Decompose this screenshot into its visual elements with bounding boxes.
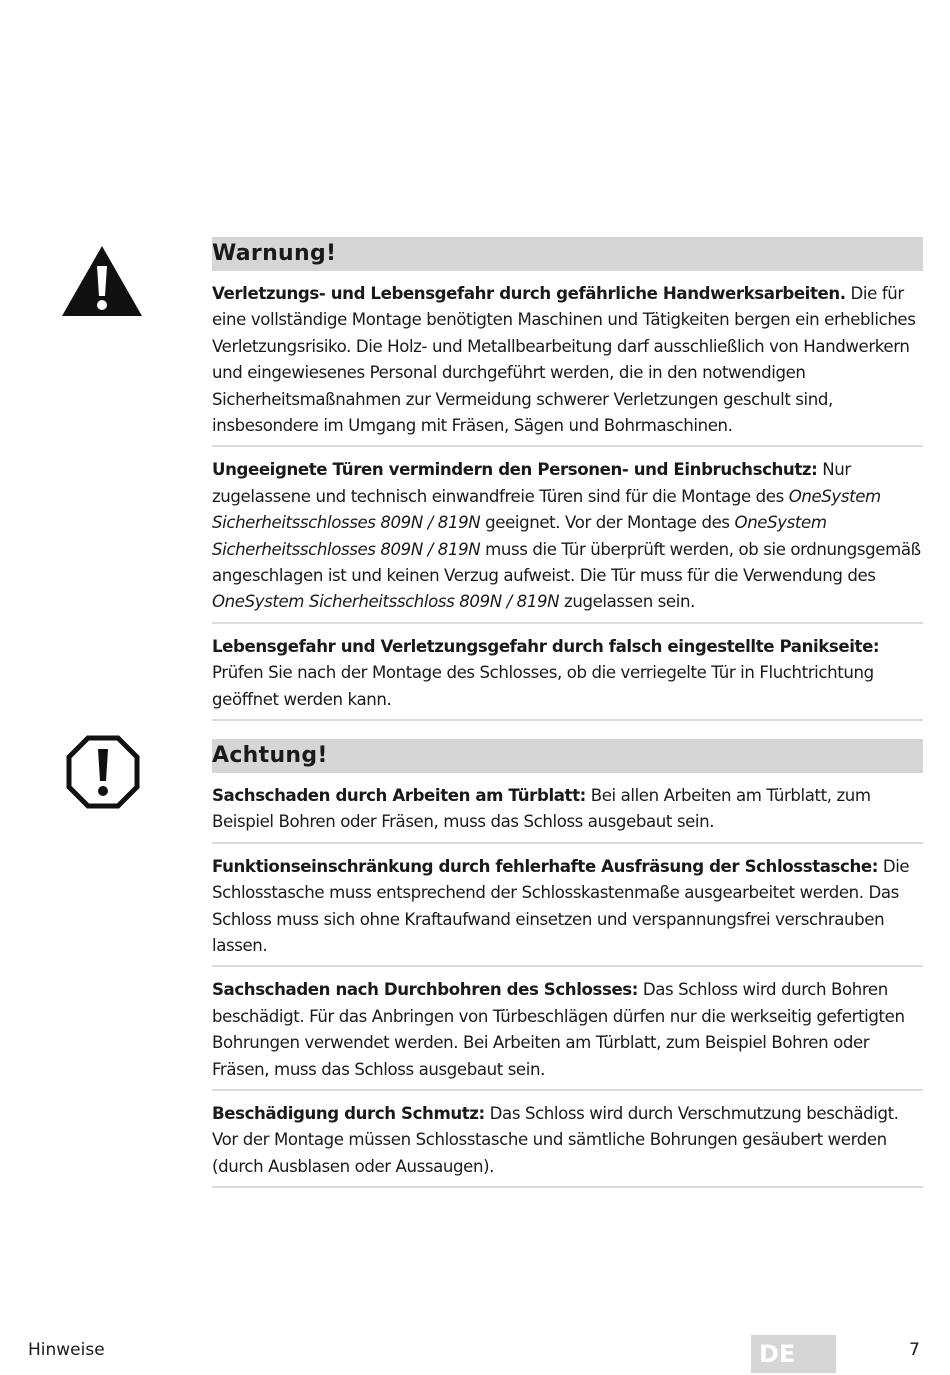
language-badge: DE (751, 1335, 836, 1373)
warning-paragraph-3 (212, 624, 923, 721)
warning-p2-text-3: muss die Tür überprüft werden, ob sie ordnungsgemäß angeschlagen ist und keinen Verzug aufweist. Die Tür muss für die Verwendung des (212, 539, 921, 586)
warning-p1-title: Verletzungs- und Lebensgefahr durch gefährliche Handwerksarbeiten. (212, 284, 846, 303)
warning-p2-title: Ungeeignete Türen vermindern den Personen- und Einbruchschutz: (212, 460, 818, 480)
warning-triangle-icon (60, 244, 144, 318)
warning-p2-text-4: zugelassen sein. (559, 592, 695, 612)
caution-p2-text: Die Schlosstasche muss entsprechend der Schlosskastenmaße ausgearbeitet werden. Das Schloss muss sich ohne Kraftaufwand einsetzen und verspannungsfrei verschrauben lassen. (212, 856, 910, 956)
warning-p2-product-1: OneSystem Sicherheitsschlosses 809N / 819N (212, 486, 881, 533)
caution-p3-title: Sachschaden nach Durchbohren des Schlosses: (212, 980, 639, 1000)
warning-heading: Warnung! (212, 237, 923, 271)
warning-p2-text-1: Nur zugelassene und technisch einwandfreie Türen sind für die Montage des (212, 460, 851, 506)
caution-paragraph-3 (212, 967, 923, 1091)
caution-p1-text: Bei allen Arbeiten am Türblatt, zum Beispiel Bohren oder Fräsen, muss das Schloss ausgebaut sein. (212, 786, 871, 832)
footer-section-label: Hinweise (28, 1340, 105, 1360)
warning-p2-text-2: geeignet. Vor der Montage des (480, 513, 735, 533)
caution-p1-title: Sachschaden durch Arbeiten am Türblatt: (212, 786, 586, 805)
caution-p4-text: Das Schloss wird durch Verschmutzung beschädigt. Vor der Montage müssen Schlosstasche und sämtliche Bohrungen gesäubert werden (durch Ausblasen oder Aussaugen). (212, 1104, 899, 1176)
caution-paragraph-2 (212, 844, 923, 968)
warning-p3-text: Prüfen Sie nach der Montage des Schlosses, ob die verriegelte Tür in Fluchtrichtung geöffnet werden kann. (212, 663, 874, 709)
warning-paragraph-1 (212, 271, 923, 447)
caution-paragraph-4 (212, 1091, 923, 1188)
page-number: 7 (909, 1340, 920, 1360)
caution-heading: Achtung! (212, 739, 923, 773)
caution-p4-title: Beschädigung durch Schmutz: (212, 1104, 485, 1124)
caution-p3-text: Das Schloss wird durch Bohren beschädigt. Für das Anbringen von Türbeschlägen dürfen nur die werkseitig gefertigten Bohrungen verwendet werden. Bei Arbeiten am Türblatt, zum Beispiel Bohren oder Fräsen, muss das Schloss ausgebaut sein. (212, 980, 905, 1079)
warning-section (212, 237, 923, 721)
warning-paragraph-2 (212, 447, 923, 623)
caution-octagon-icon (66, 735, 140, 809)
caution-paragraph-1 (212, 773, 923, 844)
warning-p3-title: Lebensgefahr und Verletzungsgefahr durch falsch eingestellte Panikseite: (212, 636, 880, 656)
warning-p2-product-3: OneSystem Sicherheitsschloss 809N / 819N (212, 592, 560, 612)
warning-p1-text: Die für eine vollständige Montage benötigten Maschinen und Tätigkeiten bergen ein erhebliches Verletzungsrisiko. Die Holz- und Metallbearbeitung darf ausschließlich von Handwerkern und eingewiesenes Personal durchgeführt werden, die in den notwendigen Sicherheitsmaßnahmen zur Vermeidung schwerer Verletzungen geschult sind, insbesondere im Umgang mit Fräsen, Sägen und Bohrmaschinen. (212, 284, 916, 436)
warning-p2-product-2: OneSystem Sicherheitsschlosses 809N / 819N (212, 513, 827, 559)
caution-section (212, 739, 923, 1188)
caution-p2-title: Funktionseinschränkung durch fehlerhafte Ausfräsung der Schlosstasche: (212, 856, 878, 876)
